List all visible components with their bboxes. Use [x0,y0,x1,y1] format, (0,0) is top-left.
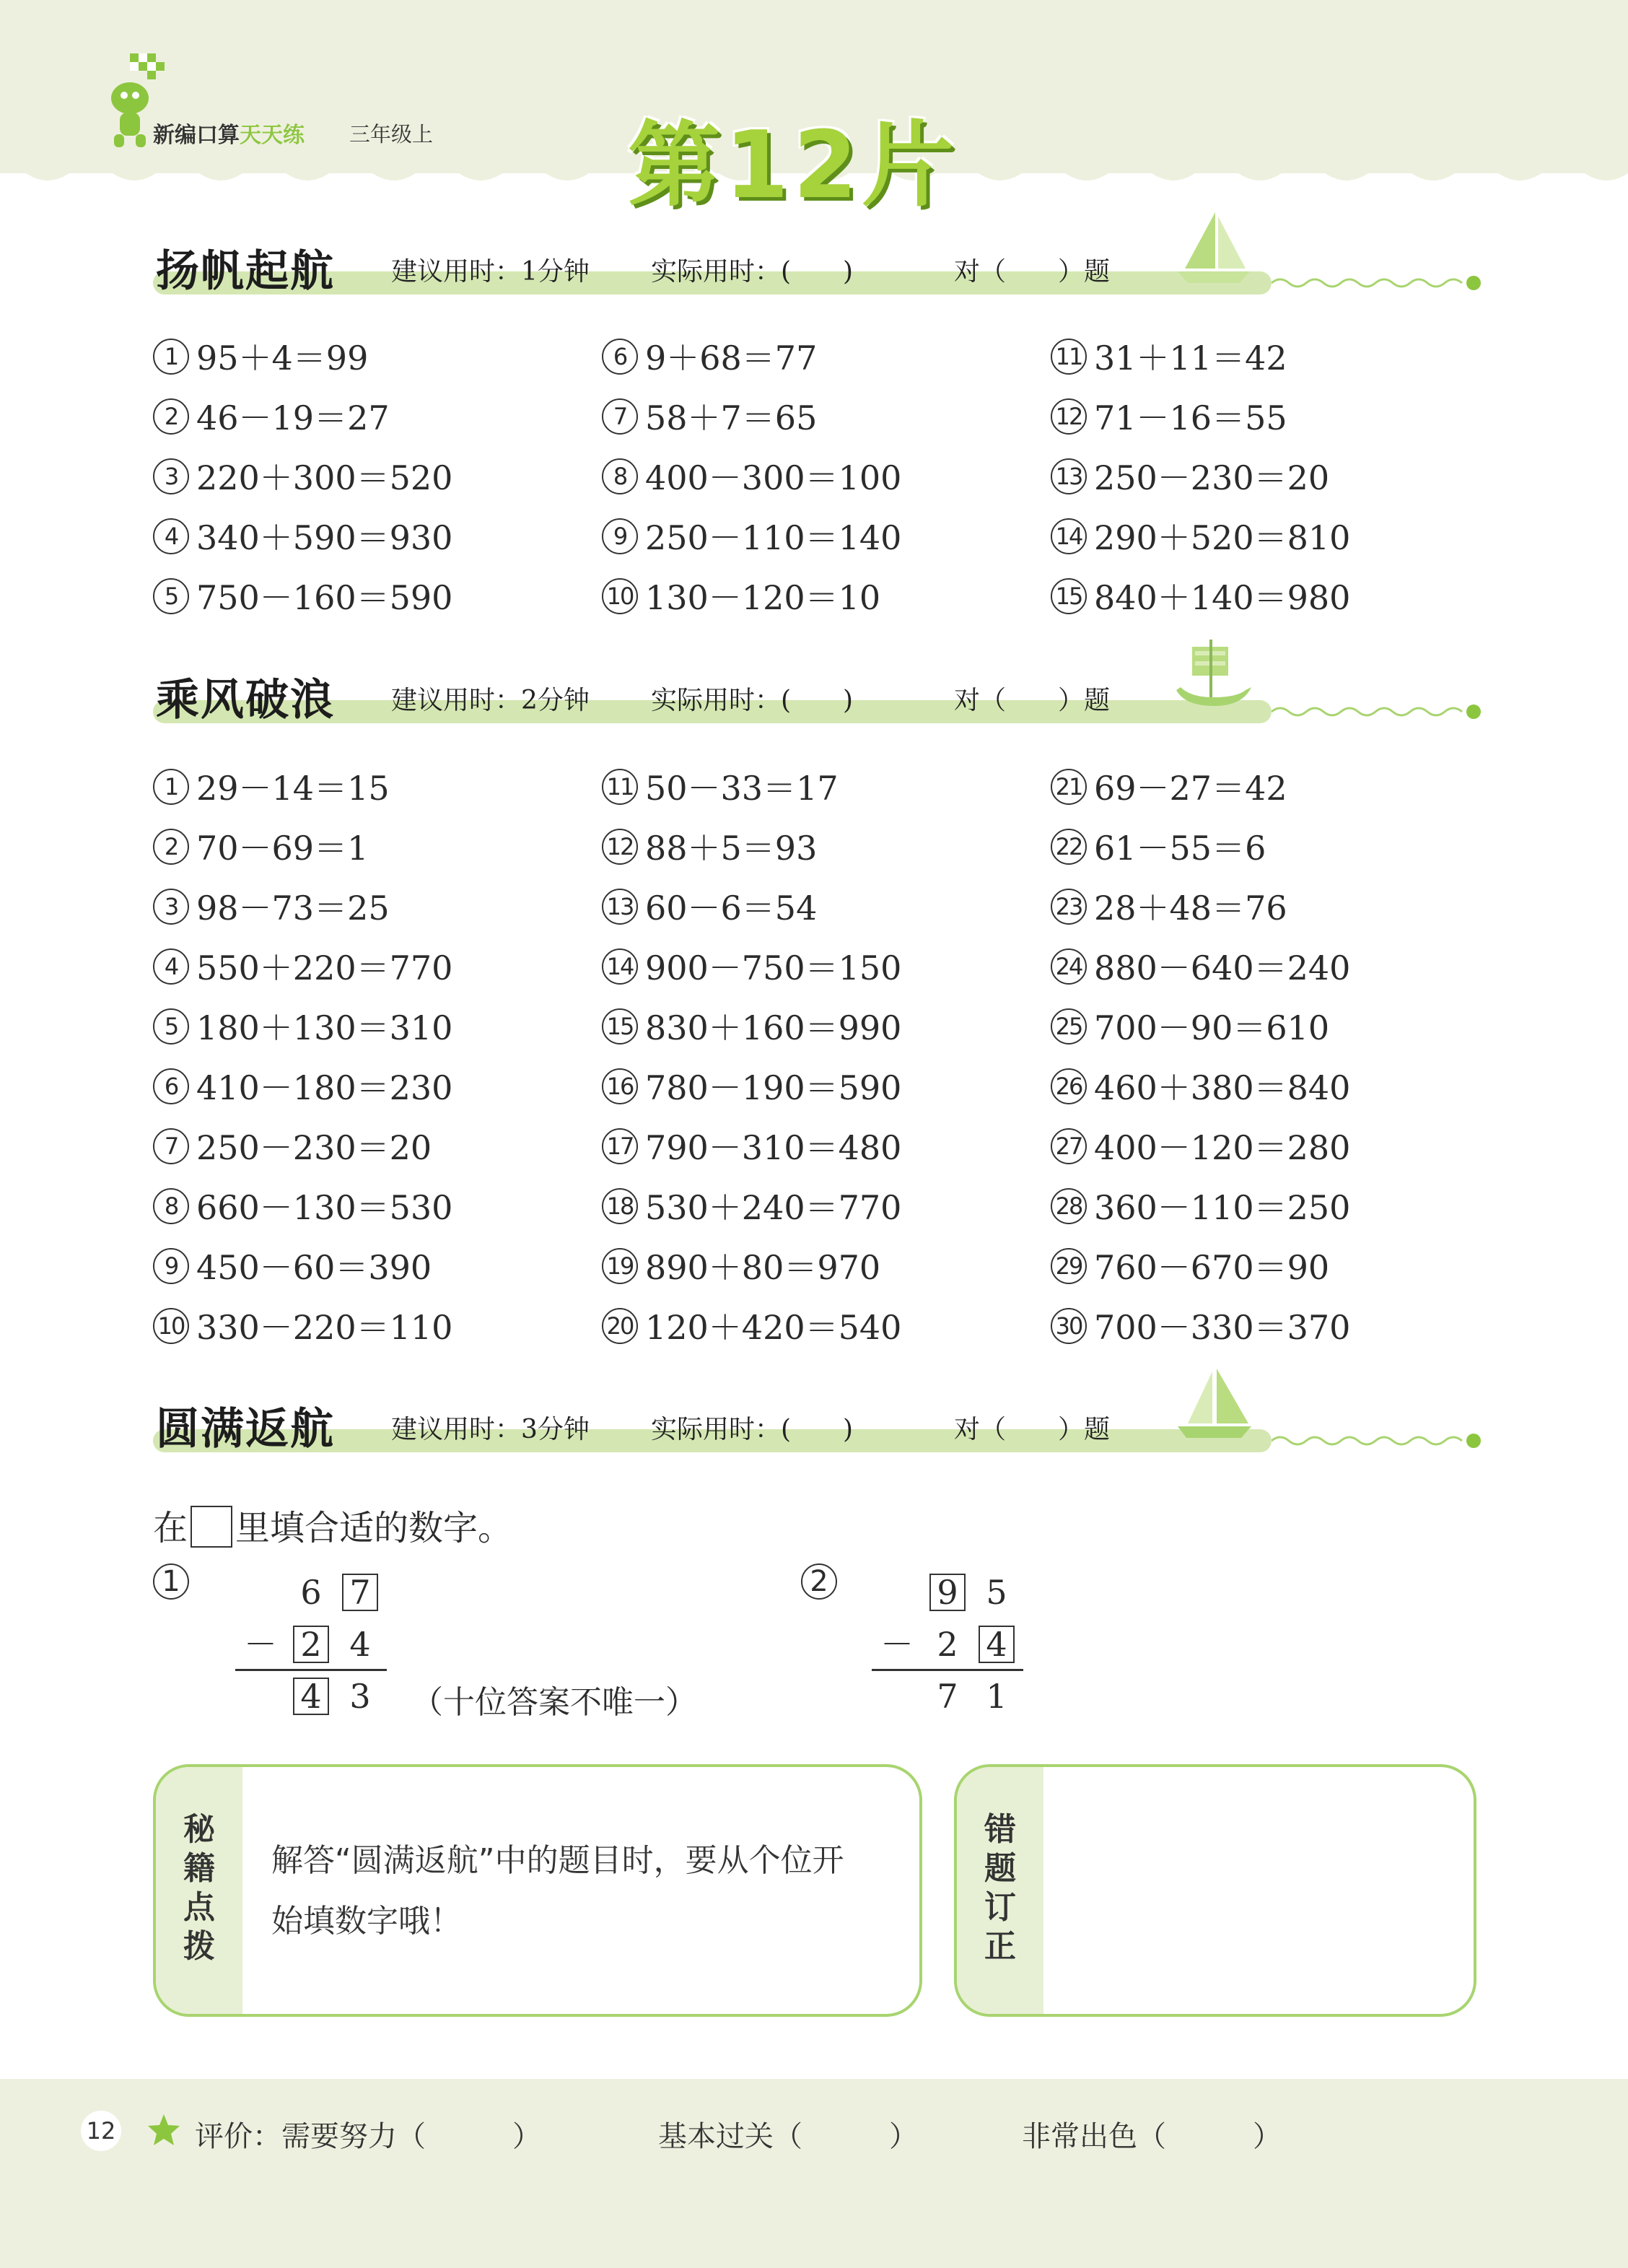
digit: 2 [937,1625,958,1664]
equation-text: 29－14＝15 [196,769,390,808]
problem-number-circle: 9 [153,1248,189,1284]
answer-box[interactable]: 2 [293,1626,329,1663]
equation-text: 58＋7＝65 [645,398,818,437]
problem-number-circle: 5 [153,578,189,614]
problem-number-circle: 7 [153,1128,189,1164]
problem-number-circle: 1 [153,339,189,375]
problem-item [602,1122,901,1169]
equation-text: 780－190＝590 [645,1068,902,1107]
problem-row [153,1122,1452,1179]
footer-band [0,2079,1628,2268]
star-icon [146,2112,182,2148]
problem-number-circle: 5 [153,1008,189,1044]
problem-row [153,942,1452,1000]
equation-text: 550＋220＝770 [196,948,453,987]
problem-number-circle: 30 [1051,1308,1087,1344]
sum-line [872,1669,1023,1671]
tip-label: 秘 籍 点 拨 [183,1811,215,1965]
equation-text: 450－60＝390 [196,1248,432,1287]
problem-number-circle: 19 [602,1248,638,1284]
equation-text: 9＋68＝77 [645,339,818,378]
problem-row [153,762,1452,820]
equation-text: 220＋300＝520 [196,458,453,497]
page-number: 12 [81,2111,121,2151]
problem-number-circle: 4 [153,518,189,554]
problem-number-circle: 16 [602,1068,638,1104]
equation-text: 31＋11＝42 [1094,339,1287,378]
suggested-time: 建议用时：3分钟 [391,1415,590,1444]
equation-text: 400－120＝280 [1094,1128,1351,1167]
problem-number-circle: 6 [602,339,638,375]
problem-item [1051,572,1350,619]
actual-time: 实际用时：( ) [651,257,854,287]
problem-item [153,452,452,500]
problem-row [153,572,1452,629]
problem-number-circle: 24 [1051,948,1087,985]
problem-item [1051,1182,1350,1229]
section-meta [391,251,1110,288]
equation-text: 69－27＝42 [1094,769,1287,808]
problem-row [153,392,1452,450]
equation-text: 180＋130＝310 [196,1008,453,1047]
problem-item [602,1242,880,1289]
equation-text: 70－69＝1 [196,829,369,868]
problem-number-circle: 15 [602,1008,638,1044]
problem-number-2: 2 [801,1563,837,1600]
equation-text: 700－90＝610 [1094,1008,1330,1047]
section-title: 乘风破浪 [156,675,335,725]
eval-excellent: 非常出色（ ） [1022,2120,1282,2153]
equation-text: 250－110＝140 [645,518,902,557]
tip-box [153,1764,922,2017]
sailboat-icon [1170,1366,1257,1445]
problem-item [153,1122,432,1169]
problem-item [602,1182,901,1229]
problem-item [153,1062,452,1109]
problem-item [1051,1122,1350,1169]
minus-sign: － [244,1625,277,1664]
problem-item [153,1242,432,1289]
minus-sign: － [880,1625,914,1664]
problem-number-circle: 28 [1051,1188,1087,1224]
problem-item [602,332,817,380]
problem-item [153,1182,452,1229]
equation-text: 60－6＝54 [645,889,818,928]
problem-number-circle: 13 [1051,458,1087,494]
equation-text: 400－300＝100 [645,458,902,497]
problem-item [153,822,368,870]
section-meta [391,680,1110,717]
problem-number-circle: 7 [602,398,638,435]
answer-box[interactable]: 4 [979,1626,1015,1663]
problem-item [153,1301,452,1349]
wave-decoration [1272,267,1488,296]
problem-item [602,1062,901,1109]
digit: 3 [349,1677,371,1716]
actual-time: 实际用时：( ) [651,1415,854,1444]
correct-count: 对（ ）题 [954,257,1111,287]
instruction-text-before: 在 [153,1508,188,1548]
problem-number-circle: 4 [153,948,189,985]
problem-number-circle: 3 [153,458,189,494]
equation-text: 530＋240＝770 [645,1188,902,1227]
equation-text: 750－160＝590 [196,578,453,617]
problem-item [602,882,817,930]
tip-text: 解答“圆满返航”中的题目时，要从个位开 始填数字哦！ [271,1842,844,1940]
digit: 5 [986,1573,1007,1612]
problem-item [602,392,817,440]
page-title: 第12片 [628,112,959,219]
footer-row [81,2111,1524,2154]
equation-text: 360－110＝250 [1094,1188,1351,1227]
problem-item [602,1002,901,1050]
problem-row [153,452,1452,510]
problem-item [1051,1301,1350,1349]
equation-text: 410－180＝230 [196,1068,453,1107]
problem-number-circle: 12 [602,829,638,865]
problem-item [1051,452,1329,500]
answer-note: （十位答案不唯一） [411,1684,697,1721]
wave-decoration [1272,1425,1488,1454]
equation-text: 46－19＝27 [196,398,390,437]
equation-text: 88＋5＝93 [645,829,818,868]
problem-number-circle: 8 [602,458,638,494]
problem-item [153,572,452,619]
answer-box[interactable]: 9 [929,1574,966,1611]
equation-text: 290＋520＝810 [1094,518,1351,557]
problem-item [1051,822,1266,870]
problem-row [153,1301,1452,1359]
equation-text: 250－230＝20 [1094,458,1330,497]
problem-number-circle: 14 [602,948,638,985]
problem-number-circle: 22 [1051,829,1087,865]
problem-number-circle: 11 [1051,339,1087,375]
equation-text: 28＋48＝76 [1094,889,1287,928]
problem-number-circle: 15 [1051,578,1087,614]
answer-box[interactable]: 7 [342,1574,378,1611]
problem-item [1051,1062,1350,1109]
equation-text: 900－750＝150 [645,948,902,987]
problem-number-circle: 8 [153,1188,189,1224]
problem-number-circle: 26 [1051,1068,1087,1104]
equation-text: 460＋380＝840 [1094,1068,1351,1107]
equation-text: 95＋4＝99 [196,339,369,378]
actual-time: 实际用时：( ) [651,686,854,715]
problem-row [153,332,1452,390]
problem-item [602,452,901,500]
problem-item [602,822,817,870]
problem-row [153,1242,1452,1299]
problem-number-circle: 10 [602,578,638,614]
suggested-time: 建议用时：1分钟 [391,257,590,287]
problem-item [602,572,880,619]
equation-text: 790－310＝480 [645,1128,902,1167]
correct-count: 对（ ）题 [954,1415,1111,1444]
problem-number-circle: 13 [602,889,638,925]
problem-item [1051,762,1287,810]
problem-item [153,332,368,380]
problem-number-circle: 2 [153,829,189,865]
digit: 7 [937,1677,958,1716]
equation-text: 61－55＝6 [1094,829,1266,868]
problem-number-circle: 12 [1051,398,1087,435]
problem-number-circle: 2 [153,398,189,435]
problem-item [1051,882,1287,930]
problem-number-circle: 20 [602,1308,638,1344]
sailboat-icon [1170,208,1257,287]
problem-item [1051,392,1287,440]
section-title: 扬帆起航 [156,246,335,297]
section-title: 圆满返航 [156,1404,335,1454]
section-header-1 [153,230,1481,302]
equation-text: 50－33＝17 [645,769,839,808]
equation-text: 700－330＝370 [1094,1308,1351,1347]
equation-text: 830＋160＝990 [645,1008,902,1047]
problem-number-circle: 6 [153,1068,189,1104]
problem-number-circle: 3 [153,889,189,925]
problem-item [1051,1002,1329,1050]
problem-number-circle: 23 [1051,889,1087,925]
problem-number-circle: 9 [602,518,638,554]
problem-number-circle: 25 [1051,1008,1087,1044]
book-title-main: 新编口算 [153,123,240,148]
problem-row [153,1182,1452,1239]
equation-text: 840＋140＝980 [1094,578,1351,617]
section-meta [391,1409,1110,1446]
problem-number-circle: 11 [602,769,638,805]
fill-in-instruction [153,1500,512,1552]
problem-item [1051,512,1350,559]
equation-text: 340＋590＝930 [196,518,453,557]
book-title-accent: 天天练 [240,123,305,148]
blank-box-symbol [191,1506,232,1548]
eval-pass: 基本过关（ ） [658,2120,918,2153]
problem-item [602,942,901,990]
problem-item [153,882,390,930]
wave-decoration [1272,696,1488,725]
problem-item [153,762,390,810]
equation-text: 880－640＝240 [1094,948,1351,987]
problem-item [1051,332,1287,380]
sailing-ship-icon [1170,637,1257,716]
problem-item [153,942,452,990]
digit: 4 [349,1625,371,1664]
answer-box[interactable]: 4 [293,1678,329,1715]
problem-row [153,822,1452,880]
problem-item [153,392,390,440]
equation-text: 98－73＝25 [196,889,390,928]
equation-text: 120＋420＝540 [645,1308,902,1347]
equation-text: 660－130＝530 [196,1188,453,1227]
eval-need-effort: 评价：需要努力（ ） [195,2120,541,2153]
book-title [153,117,305,149]
problem-number-circle: 14 [1051,518,1087,554]
problem-item [1051,942,1350,990]
digit: 6 [300,1573,322,1612]
equation-text: 130－120＝10 [645,578,881,617]
equation-text: 250－230＝20 [196,1128,432,1167]
problem-item [153,1002,452,1050]
problem-item [602,762,839,810]
problem-item [1051,1242,1329,1289]
digit: 1 [986,1677,1007,1716]
sum-line [235,1669,387,1671]
instruction-text-after: 里填合适的数字。 [235,1508,513,1548]
problem-row [153,512,1452,570]
equation-text: 330－220＝110 [196,1308,453,1347]
equation-text: 71－16＝55 [1094,398,1287,437]
suggested-time: 建议用时：2分钟 [391,686,590,715]
equation-text: 890＋80＝970 [645,1248,881,1287]
problem-number-circle: 10 [153,1308,189,1344]
problem-item [602,1301,901,1349]
equation-text: 760－670＝90 [1094,1248,1330,1287]
problem-number-1: 1 [153,1563,189,1600]
section-header-3 [153,1387,1481,1460]
problem-row [153,1002,1452,1060]
problem-row [153,882,1452,940]
problem-item [153,512,452,559]
grade-label: 三年级上 [349,122,434,147]
problem-number-circle: 29 [1051,1248,1087,1284]
correction-box[interactable] [954,1764,1476,2017]
problem-item [602,512,901,559]
problem-number-circle: 1 [153,769,189,805]
problem-row [153,1062,1452,1120]
problem-number-circle: 21 [1051,769,1087,805]
correction-label: 错 题 订 正 [984,1811,1016,1965]
problem-number-circle: 18 [602,1188,638,1224]
correct-count: 对（ ）题 [954,686,1111,715]
section-header-2 [153,658,1481,730]
problem-number-circle: 17 [602,1128,638,1164]
problem-number-circle: 27 [1051,1128,1087,1164]
